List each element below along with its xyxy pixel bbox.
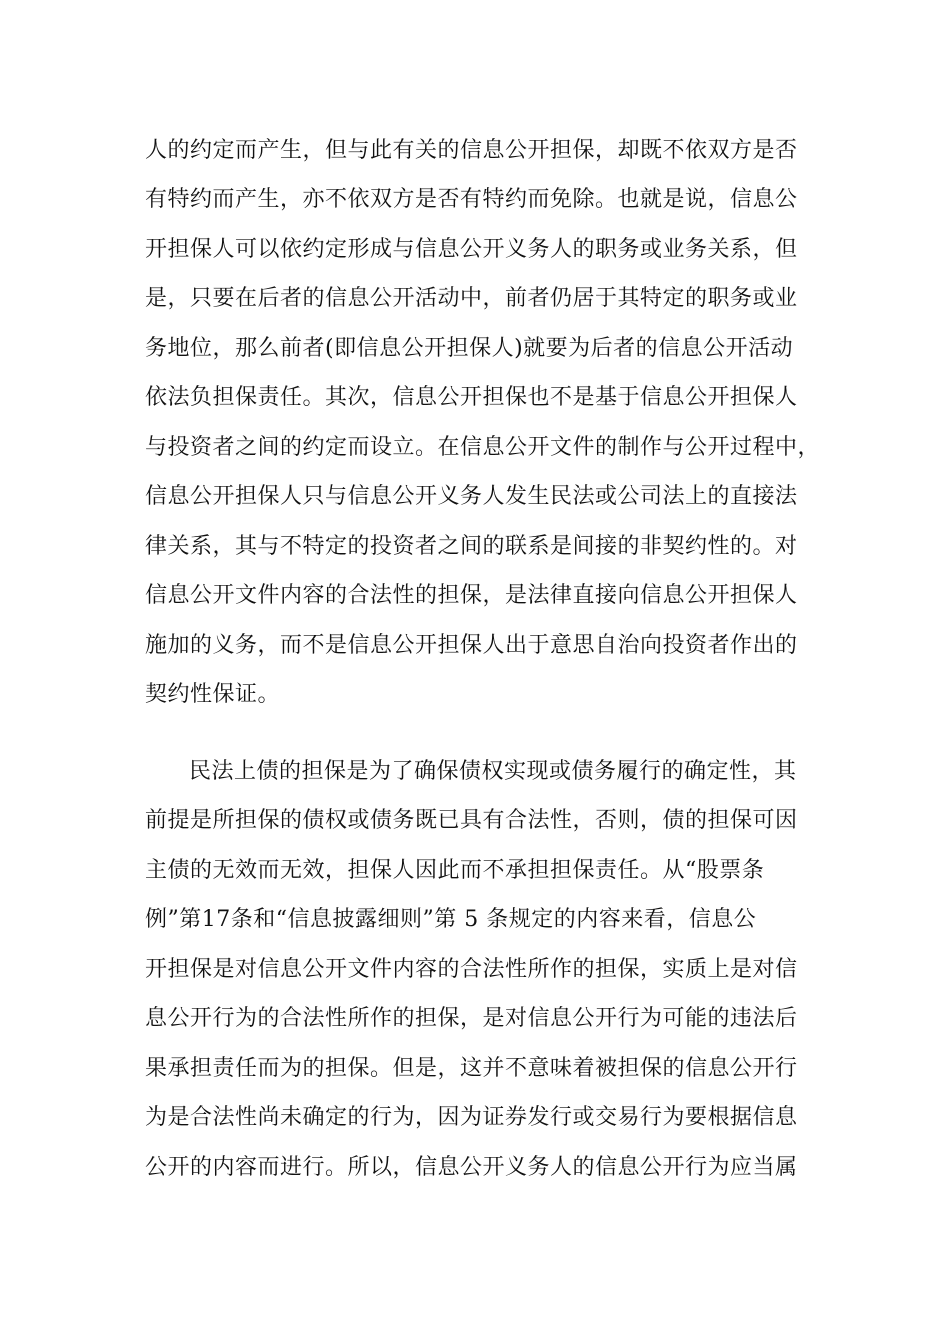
text-line: 为是合法性尚未确定的行为，因为证券发行或交易行为要根据信息: [145, 1105, 798, 1130]
text-line: 有特约而产生，亦不依双方是否有特约而免除。也就是说，信息公: [145, 187, 798, 212]
text-line: 是，只要在后者的信息公开活动中，前者仍居于其特定的职务或业: [145, 286, 798, 311]
text-line: 例”第17条和“信息披露细则”第 5 条规定的内容来看，信息公: [145, 907, 757, 932]
text-line: 开担保人可以依约定形成与信息公开义务人的职务或业务关系，但: [145, 237, 798, 262]
text-line: 公开的内容而进行。所以，信息公开义务人的信息公开行为应当属: [145, 1155, 798, 1180]
text-line: 施加的义务，而不是信息公开担保人出于意思自治向投资者作出的: [145, 633, 798, 658]
text-line: 信息公开文件内容的合法性的担保，是法律直接向信息公开担保人: [145, 583, 798, 608]
text-line: 前提是所担保的债权或债务既已具有合法性，否则，债的担保可因: [145, 808, 798, 833]
text-line: 务地位，那么前者(即信息公开担保人)就要为后者的信息公开活动: [145, 336, 794, 361]
text-line: 依法负担保责任。其次，信息公开担保也不是基于信息公开担保人: [145, 385, 798, 410]
text-line: 人的约定而产生，但与此有关的信息公开担保，却既不依双方是否: [145, 138, 798, 163]
text-line: 息公开行为的合法性所作的担保，是对信息公开行为可能的违法后: [145, 1006, 798, 1031]
text-line: 律关系，其与不特定的投资者之间的联系是间接的非契约性的。对: [145, 534, 798, 559]
text-line: 开担保是对信息公开文件内容的合法性所作的担保，实质上是对信: [145, 957, 798, 982]
text-line: 与投资者之间的约定而设立。在信息公开文件的制作与公开过程中，: [145, 435, 821, 460]
text-line: 果承担责任而为的担保。但是，这并不意味着被担保的信息公开行: [145, 1056, 798, 1081]
text-line: 契约性保证。: [145, 682, 281, 707]
text-line: 民法上债的担保是为了确保债权实现或债务履行的确定性，其: [189, 759, 797, 784]
text-line: 主债的无效而无效，担保人因此而不承担担保责任。从“股票条: [145, 858, 765, 883]
text-line: 信息公开担保人只与信息公开义务人发生民法或公司法上的直接法: [145, 484, 798, 509]
